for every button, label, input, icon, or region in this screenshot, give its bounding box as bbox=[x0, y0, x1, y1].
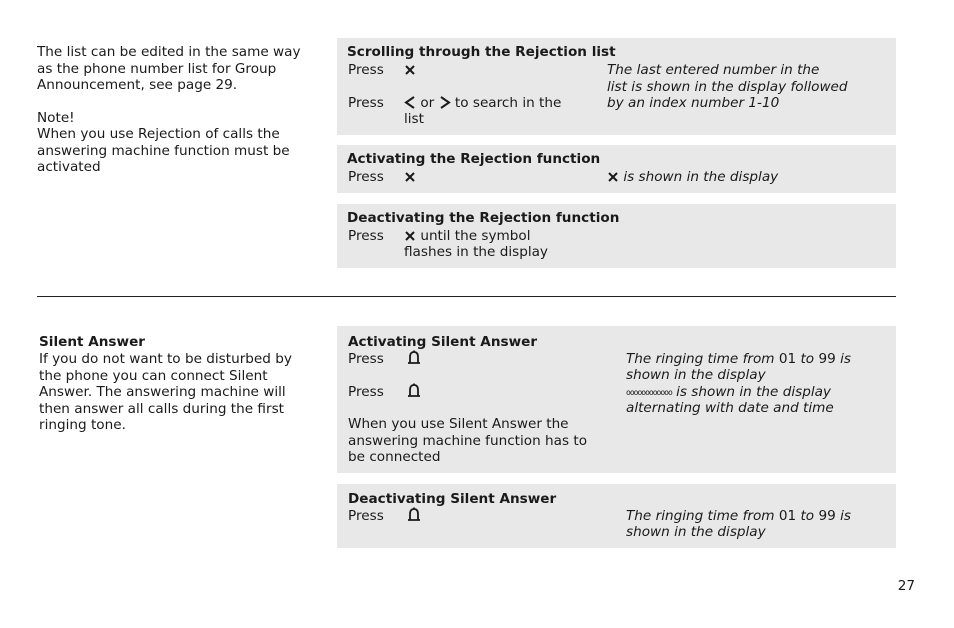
scroll-instruction bbox=[404, 95, 561, 112]
deactivate-rejection-title: Deactivating the Rejection function bbox=[347, 210, 620, 226]
silent-info: When you use Silent Answer the answering machine function has to be connected bbox=[348, 416, 588, 465]
press-label: Press bbox=[348, 351, 384, 367]
instruction-text: until the symbol bbox=[420, 228, 531, 244]
intro-text: The list can be edited in the same way as the phone number list for Group Announcement, see page 29. bbox=[37, 44, 301, 93]
ringing-time-note: The ringing time from 01 to 99 is bbox=[626, 508, 851, 524]
display-note: oooooooooooo is shown in the display bbox=[626, 384, 831, 400]
silent-answer-text: If you do not want to be disturbed by the phone you can connect Silent Answer. The answering machine will then answer all calls during the first ringing tone. bbox=[39, 351, 292, 433]
press-label: Press bbox=[348, 508, 384, 524]
ringing-time-note-line2: shown in the display bbox=[626, 367, 766, 383]
press-label: Press bbox=[348, 62, 384, 78]
activate-silent-title: Activating Silent Answer bbox=[348, 334, 538, 350]
scroll-rejection-title: Scrolling through the Rejection list bbox=[347, 44, 616, 60]
deactivate-silent-title: Deactivating Silent Answer bbox=[348, 491, 557, 507]
arrow-left-icon bbox=[404, 96, 416, 109]
note-text: is shown in the display bbox=[623, 169, 779, 185]
list-text: list bbox=[404, 111, 424, 127]
scroll-rejection-box bbox=[337, 38, 896, 135]
activate-rejection-title: Activating the Rejection function bbox=[347, 151, 601, 167]
arrow-right-icon bbox=[439, 96, 451, 109]
press-label: Press bbox=[348, 384, 384, 400]
activate-rejection-note bbox=[607, 169, 778, 186]
scroll-note: The last entered number in the list is shown in the display followed by an index number 1-10 bbox=[607, 62, 848, 111]
deactivate-silent-box bbox=[337, 484, 896, 548]
cross-icon bbox=[607, 171, 619, 183]
cross-icon bbox=[404, 230, 416, 242]
ringing-time-note-line2: shown in the display bbox=[626, 524, 766, 540]
page-number: 27 bbox=[897, 578, 915, 594]
or-text: or bbox=[420, 95, 435, 111]
press-label: Press bbox=[348, 95, 384, 111]
deactivate-rejection-box bbox=[337, 204, 896, 268]
press-label: Press bbox=[348, 228, 384, 244]
silent-answer-title: Silent Answer bbox=[39, 334, 146, 350]
display-note-line2: alternating with date and time bbox=[626, 400, 834, 416]
cross-icon bbox=[404, 62, 416, 79]
bell-icon bbox=[407, 383, 421, 403]
bell-icon bbox=[407, 350, 421, 370]
cross-icon bbox=[404, 169, 416, 186]
press-label: Press bbox=[348, 169, 384, 185]
instruction-text: flashes in the display bbox=[404, 244, 548, 260]
ringing-time-note: The ringing time from 01 to 99 is bbox=[626, 351, 851, 367]
deactivate-instruction bbox=[404, 228, 531, 245]
activate-rejection-box bbox=[337, 145, 896, 193]
note-title: Note! bbox=[37, 110, 75, 126]
search-text: to search in the bbox=[454, 95, 562, 111]
bell-icon bbox=[407, 507, 421, 527]
section-divider bbox=[37, 296, 896, 297]
activate-silent-box bbox=[337, 326, 896, 473]
note-text: When you use Rejection of calls the answering machine function must be activated bbox=[37, 126, 290, 175]
